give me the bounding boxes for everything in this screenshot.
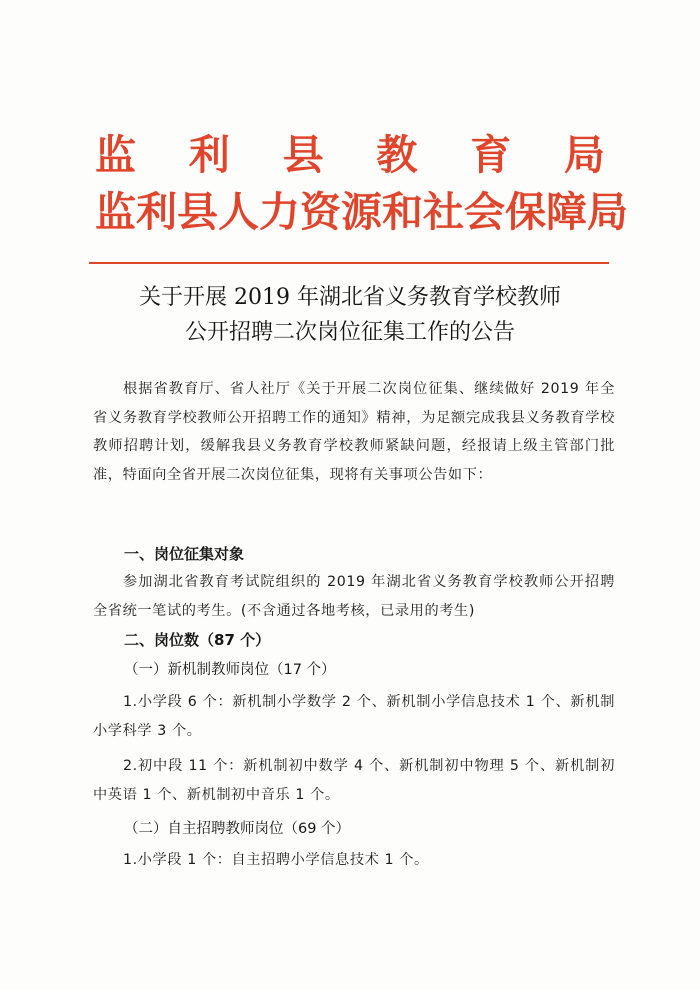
section-1-heading: 一、岗位征集对象 [124,545,245,563]
letterhead-text: 监利县人力资源和社会保障局 [95,188,628,236]
document-title-line-1: 关于开展 2019 年湖北省义务教育学校教师 [139,285,561,310]
letterhead-char: 利 [188,131,230,179]
section-1-text: 参加湖北省教育考试院组织的 2019 年湖北省义务教育学校教师公开招聘全省统一笔试的考生。(不含通过各地考核，已录用的考生) [93,574,615,619]
letterhead-line-1 [95,133,605,177]
letterhead-char: 局 [563,131,605,179]
subsection-2-heading: （二）自主招聘教师岗位（69 个） [124,821,351,837]
subsection-1-item-2: 2.初中段 11 个：新机制初中数学 4 个、新机制初中物理 5 个、新机制初中英语 1 个、新机制初中音乐 1 个。 [93,758,615,803]
subsection-1-heading: （一）新机制教师岗位（17 个） [124,662,336,678]
letterhead-char: 育 [470,131,512,179]
letterhead-char: 监 [95,131,136,179]
letterhead-char: 县 [282,131,324,179]
document-title-line-2: 公开招聘二次岗位征集工作的公告 [184,320,515,345]
subsection-1-item-1: 1.小学段 6 个：新机制小学数学 2 个、新机制小学信息技术 1 个、新机制小学科学 3 个。 [93,694,615,739]
letterhead-divider [89,262,609,264]
subsection-2-item-1: 1.小学段 1 个：自主招聘小学信息技术 1 个。 [123,852,429,868]
intro-paragraph: 根据省教育厅、省人社厅《关于开展二次岗位征集、继续做好 2019 年全省义务教育学校教师公开招聘工作的通知》精神，为足额完成我县义务教育学校教师招聘计划，缓解我县义务教育学校教师紧缺问题，经报请上级主管部门批准，特面向全省开展二次岗位征集，现将有关事项公告如下： [93,381,615,483]
section-2-heading: 二、岗位数（87 个） [124,631,271,649]
letterhead-char: 教 [376,131,418,179]
letterhead-line-2 [95,188,628,236]
